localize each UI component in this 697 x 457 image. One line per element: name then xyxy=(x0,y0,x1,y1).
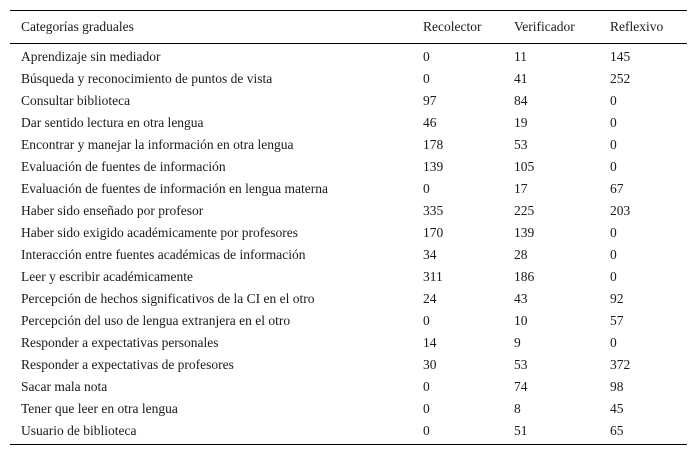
cell-category: Responder a expectativas de profesores xyxy=(21,357,234,372)
cell-recolector: 46 xyxy=(423,115,437,130)
cell-reflexivo: 145 xyxy=(610,49,631,64)
cell-verificador: 74 xyxy=(514,379,528,394)
cell-verificador: 9 xyxy=(514,335,521,350)
cell-reflexivo: 67 xyxy=(610,181,624,196)
cell-reflexivo: 0 xyxy=(610,225,617,240)
cell-reflexivo: 0 xyxy=(610,335,617,350)
cell-recolector: 24 xyxy=(423,291,437,306)
header-row xyxy=(10,11,687,44)
header-recolector: Recolector xyxy=(423,19,482,34)
table-body xyxy=(10,44,687,445)
cell-recolector: 0 xyxy=(423,49,430,64)
cell-reflexivo: 0 xyxy=(610,159,617,174)
table-row xyxy=(10,68,687,90)
cell-verificador: 84 xyxy=(514,93,528,108)
cell-category: Aprendizaje sin mediador xyxy=(21,49,161,64)
cell-verificador: 53 xyxy=(514,137,528,152)
cell-recolector: 139 xyxy=(423,159,444,174)
cell-category: Evaluación de fuentes de información en lengua materna xyxy=(21,181,328,196)
cell-recolector: 178 xyxy=(423,137,444,152)
cell-verificador: 105 xyxy=(514,159,535,174)
table-row xyxy=(10,420,687,445)
data-table-container xyxy=(10,10,687,445)
cell-reflexivo: 0 xyxy=(610,137,617,152)
cell-reflexivo: 0 xyxy=(610,269,617,284)
cell-category: Tener que leer en otra lengua xyxy=(21,401,178,416)
table-row xyxy=(10,354,687,376)
cell-recolector: 0 xyxy=(423,379,430,394)
cell-verificador: 51 xyxy=(514,423,528,438)
cell-reflexivo: 372 xyxy=(610,357,631,372)
cell-recolector: 335 xyxy=(423,203,444,218)
header-verificador: Verificador xyxy=(514,19,575,34)
table-row xyxy=(10,310,687,332)
cell-verificador: 8 xyxy=(514,401,521,416)
cell-verificador: 41 xyxy=(514,71,528,86)
table-row xyxy=(10,288,687,310)
cell-recolector: 97 xyxy=(423,93,437,108)
cell-recolector: 0 xyxy=(423,313,430,328)
cell-verificador: 139 xyxy=(514,225,535,240)
cell-verificador: 19 xyxy=(514,115,528,130)
header-categorias: Categorías graduales xyxy=(21,19,134,34)
cell-reflexivo: 203 xyxy=(610,203,631,218)
table-row xyxy=(10,112,687,134)
cell-recolector: 170 xyxy=(423,225,444,240)
categories-table xyxy=(10,10,687,445)
cell-reflexivo: 0 xyxy=(610,115,617,130)
cell-verificador: 28 xyxy=(514,247,528,262)
cell-category: Percepción del uso de lengua extranjera en el otro xyxy=(21,313,291,328)
cell-verificador: 17 xyxy=(514,181,528,196)
table-row xyxy=(10,200,687,222)
cell-recolector: 30 xyxy=(423,357,437,372)
cell-verificador: 53 xyxy=(514,357,528,372)
table-row xyxy=(10,376,687,398)
cell-reflexivo: 45 xyxy=(610,401,624,416)
table-row xyxy=(10,156,687,178)
cell-category: Evaluación de fuentes de información xyxy=(21,159,226,174)
cell-reflexivo: 0 xyxy=(610,93,617,108)
cell-verificador: 43 xyxy=(514,291,528,306)
cell-reflexivo: 65 xyxy=(610,423,624,438)
cell-recolector: 14 xyxy=(423,335,437,350)
cell-category: Sacar mala nota xyxy=(21,379,108,394)
table-row xyxy=(10,222,687,244)
table-row xyxy=(10,244,687,266)
cell-recolector: 34 xyxy=(423,247,437,262)
cell-recolector: 311 xyxy=(423,269,443,284)
cell-verificador: 10 xyxy=(514,313,528,328)
table-row xyxy=(10,44,687,69)
table-row xyxy=(10,178,687,200)
cell-reflexivo: 98 xyxy=(610,379,624,394)
cell-recolector: 0 xyxy=(423,401,430,416)
cell-verificador: 225 xyxy=(514,203,535,218)
table-row xyxy=(10,266,687,288)
header-reflexivo: Reflexivo xyxy=(610,19,664,34)
cell-category: Dar sentido lectura en otra lengua xyxy=(21,115,204,130)
table-row xyxy=(10,134,687,156)
cell-category: Haber sido exigido académicamente por profesores xyxy=(21,225,299,240)
table-row xyxy=(10,332,687,354)
cell-category: Encontrar y manejar la información en otra lengua xyxy=(21,137,294,152)
table-row xyxy=(10,90,687,112)
cell-recolector: 0 xyxy=(423,71,430,86)
cell-category: Búsqueda y reconocimiento de puntos de vista xyxy=(21,71,273,86)
cell-reflexivo: 0 xyxy=(610,247,617,262)
cell-category: Responder a expectativas personales xyxy=(21,335,219,350)
cell-recolector: 0 xyxy=(423,423,430,438)
cell-reflexivo: 92 xyxy=(610,291,624,306)
cell-category: Percepción de hechos significativos de la CI en el otro xyxy=(21,291,315,306)
cell-category: Leer y escribir académicamente xyxy=(21,269,194,284)
table-header xyxy=(10,11,687,44)
cell-category: Interacción entre fuentes académicas de información xyxy=(21,247,306,262)
cell-verificador: 186 xyxy=(514,269,535,284)
cell-category: Haber sido enseñado por profesor xyxy=(21,203,204,218)
cell-recolector: 0 xyxy=(423,181,430,196)
cell-reflexivo: 57 xyxy=(610,313,624,328)
cell-category: Usuario de biblioteca xyxy=(21,423,137,438)
table-row xyxy=(10,398,687,420)
cell-verificador: 11 xyxy=(514,49,527,64)
cell-reflexivo: 252 xyxy=(610,71,631,86)
cell-category: Consultar biblioteca xyxy=(21,93,131,108)
